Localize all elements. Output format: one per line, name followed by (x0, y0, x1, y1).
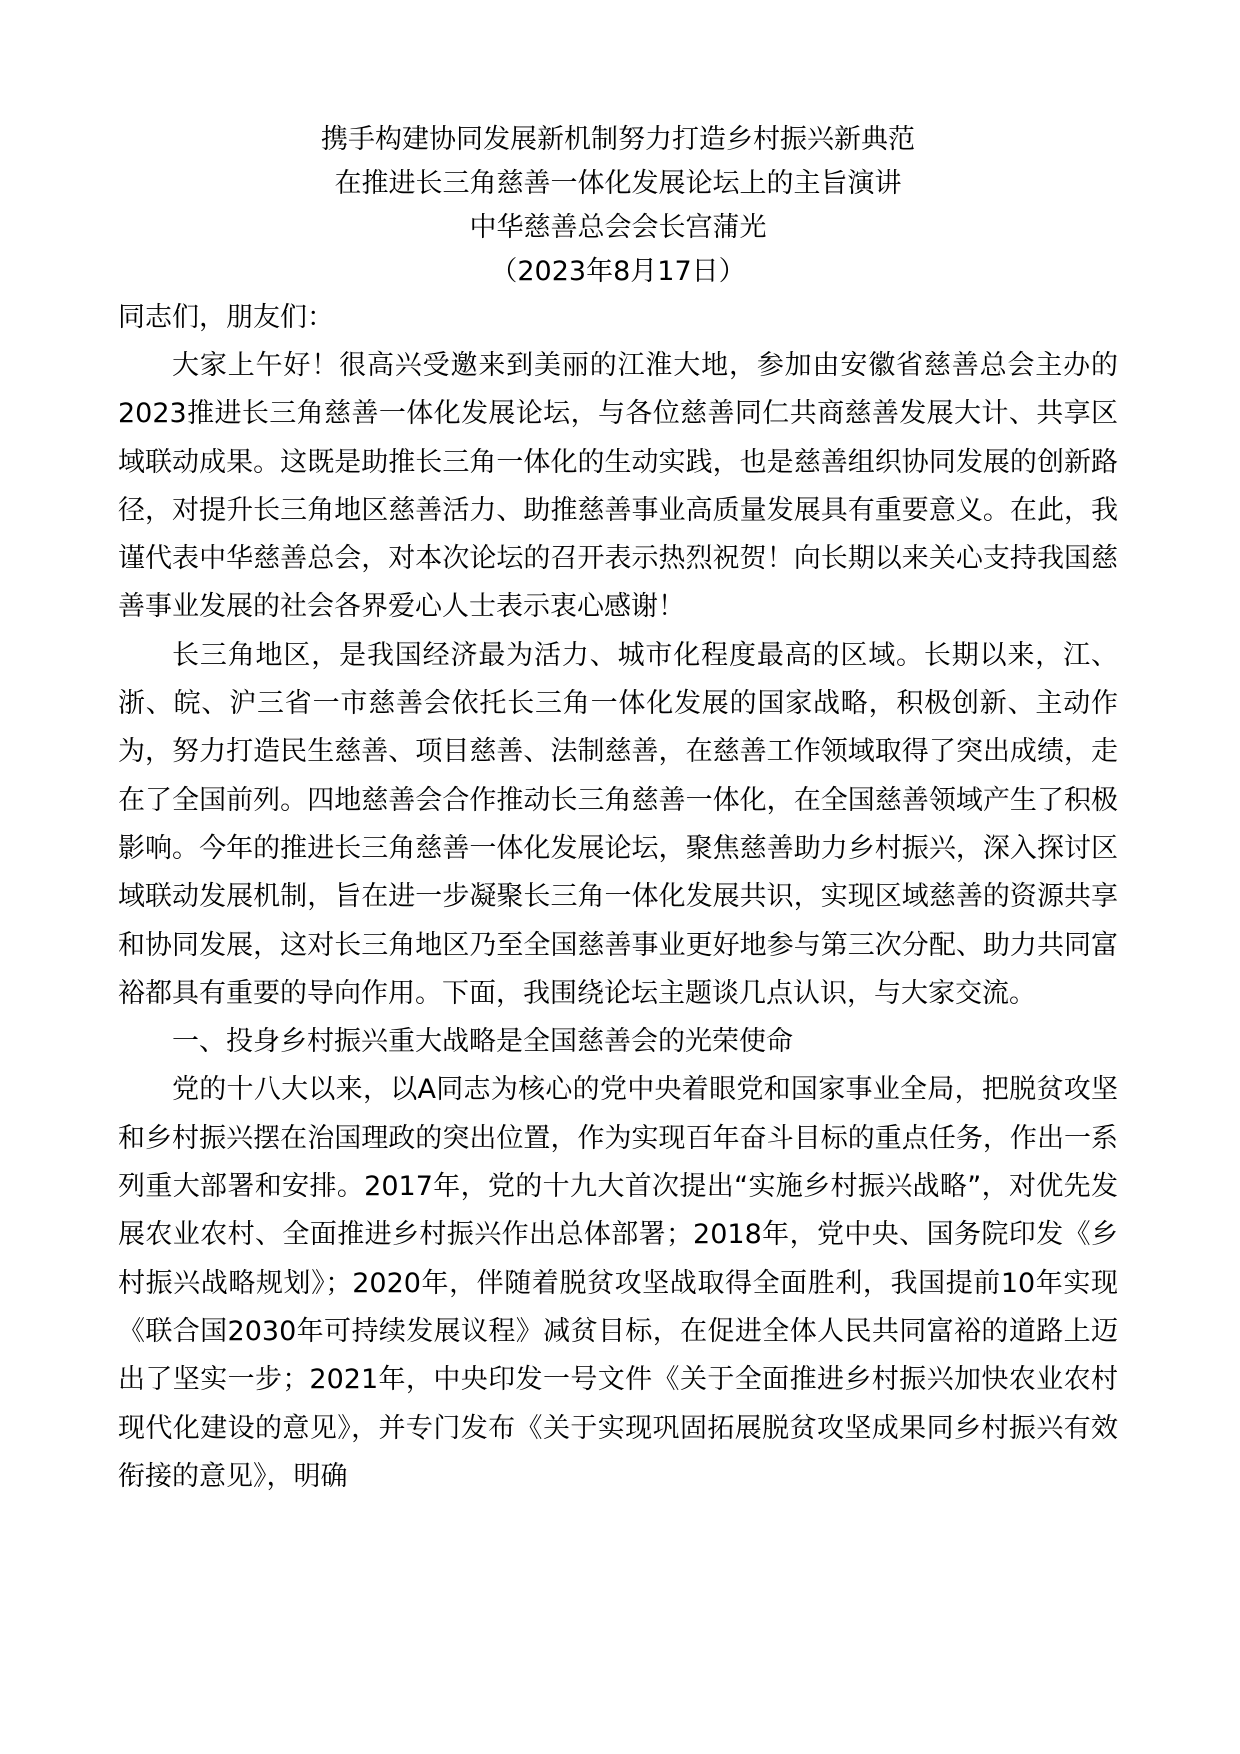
paragraph-opening: 大家上午好！很高兴受邀来到美丽的江淮大地，参加由安徽省慈善总会主办的2023推进长三角慈善一体化发展论坛，与各位慈善同仁共商慈善发展大计、共享区域联动成果。这既是助推长三角一体化的生动实践，也是慈善组织协同发展的创新路径，对提升长三角地区慈善活力、助推慈善事业高质量发展具有重要意义。在此，我谨代表中华慈善总会，对本次论坛的召开表示热烈祝贺！向长期以来关心支持我国慈善事业发展的社会各界爱心人士表示衷心感谢！ (118, 350, 1118, 623)
document-page (118, 118, 1118, 1501)
document-subtitle: 在推进长三角慈善一体化发展论坛上的主旨演讲 (334, 168, 902, 199)
section-heading: 一、投身乡村振兴重大战略是全国慈善会的光荣使命 (172, 1026, 793, 1058)
document-author: 中华慈善总会会长宫蒲光 (469, 212, 767, 243)
paragraph-section-one: 党的十八大以来，以A同志为核心的党中央着眼党和国家事业全局，把脱贫攻坚和乡村振兴摆在治国理政的突出位置，作为实现百年奋斗目标的重点任务，作出一系列重大部署和安排。2017年，党的十九大首次提出“实施乡村振兴战略”，对优先发展农业农村、全面推进乡村振兴作出总体部署；2018年，党中央、国务院印发《乡村振兴战略规划》；2020年，伴随着脱贫攻坚战取得全面胜利，我国提前10年实现《联合国2030年可持续发展议程》减贫目标，在促进全体人民共同富裕的道路上迈出了坚实一步；2021年，中央印发一号文件《关于全面推进乡村振兴加快农业农村现代化建设的意见》，并专门发布《关于实现巩固拓展脱贫攻坚成果同乡村振兴有效衔接的意见》，明确 (118, 1074, 1118, 1492)
document-title: 携手构建协同发展新机制努力打造乡村振兴新典范 (321, 124, 915, 155)
document-title-block (118, 118, 1118, 294)
paragraph-yangtze-delta: 长三角地区，是我国经济最为活力、城市化程度最高的区域。长期以来，江、浙、皖、沪三省一市慈善会依托长三角一体化发展的国家战略，积极创新、主动作为，努力打造民生慈善、项目慈善、法制慈善，在慈善工作领域取得了突出成绩，走在了全国前列。四地慈善会合作推动长三角慈善一体化，在全国慈善领域产生了积极影响。今年的推进长三角慈善一体化发展论坛，聚焦慈善助力乡村振兴，深入探讨区域联动发展机制，旨在进一步凝聚长三角一体化发展共识，实现区域慈善的资源共享和协同发展，这对长三角地区乃至全国慈善事业更好地参与第三次分配、助力共同富裕都具有重要的导向作用。下面，我围绕论坛主题谈几点认识，与大家交流。 (118, 639, 1118, 1009)
salutation: 同志们，朋友们： (118, 302, 334, 333)
document-date: （2023年8月17日） (490, 256, 746, 287)
